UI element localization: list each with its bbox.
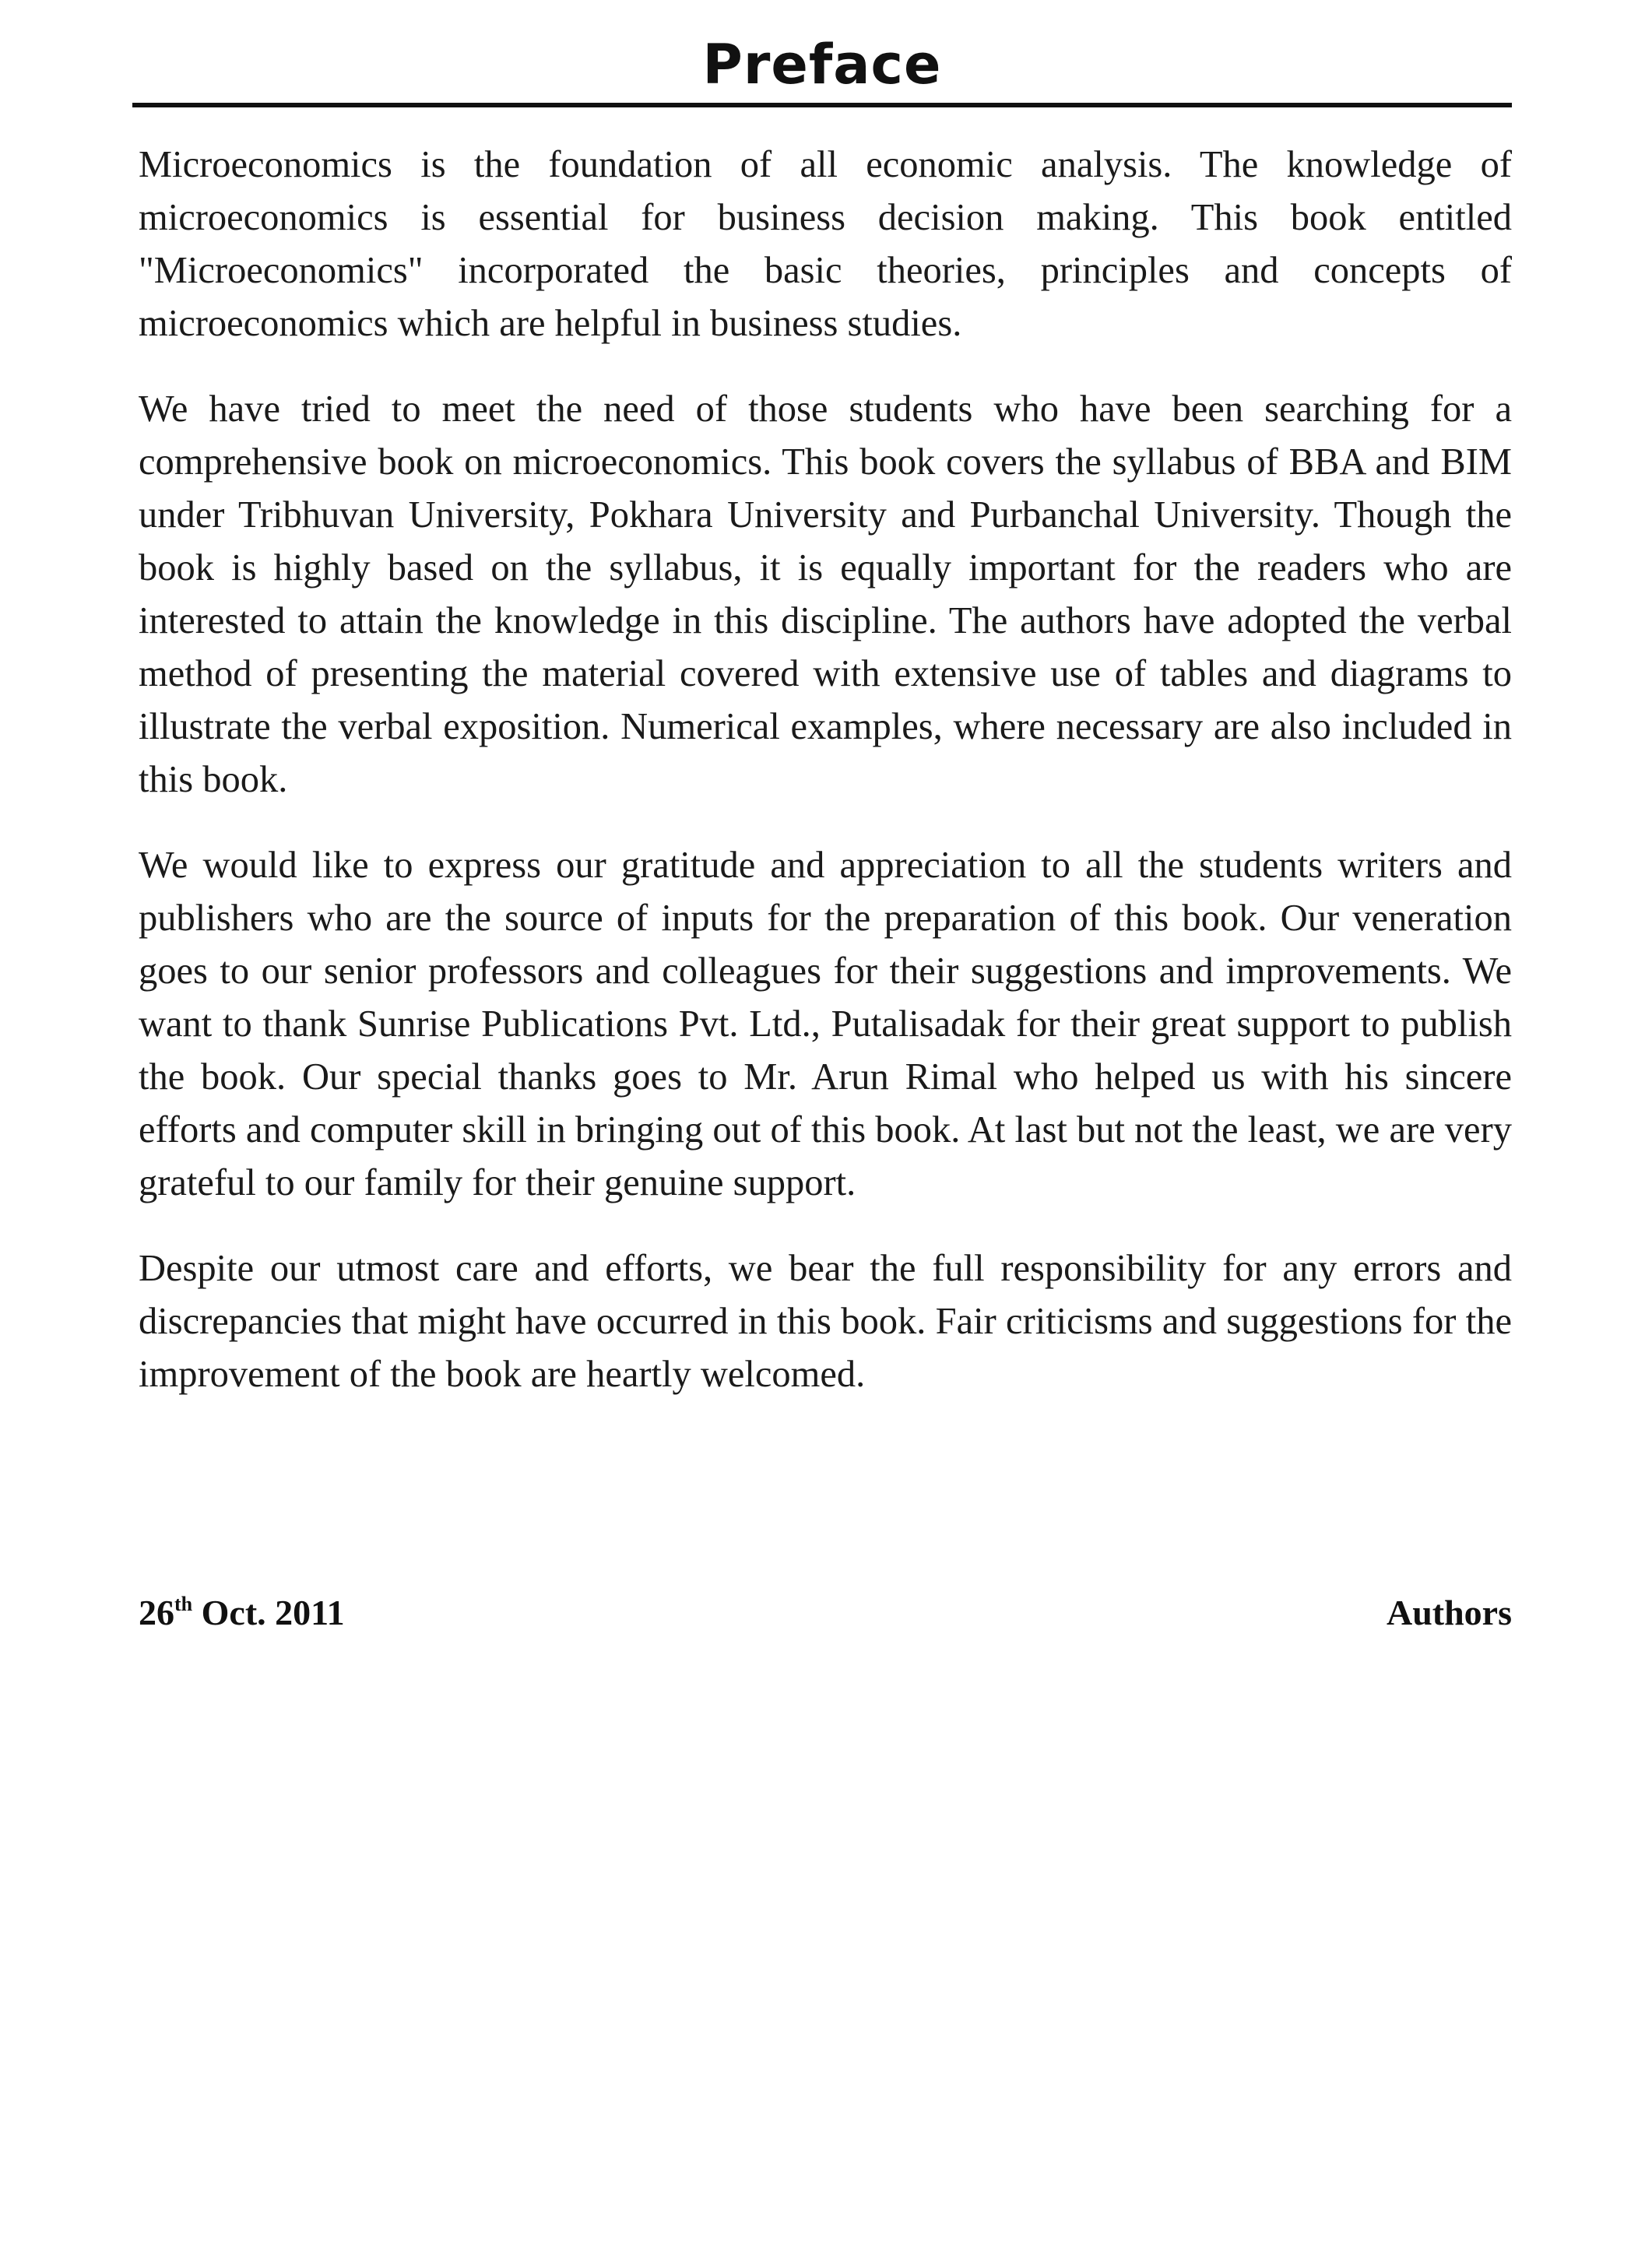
page-title: Preface xyxy=(702,33,942,97)
date xyxy=(139,1590,345,1636)
preface-body xyxy=(139,139,1512,1434)
signoff xyxy=(139,1590,1512,1636)
author-signature: Authors xyxy=(1386,1593,1512,1632)
date-day: 26 xyxy=(139,1593,174,1632)
paragraph-2: We have tried to meet the need of those students who have been searching for a comprehensive book on microeconomics. This book covers the syllabus of BBA and BIM under Tribhuvan University, Pokhara University and Purbanchal University. Though the book is highly based on the syllabus, it is equally important for the readers who are interested to attain the knowledge in this discipline. The authors have adopted the verbal method of presenting the material covered with extensive use of tables and diagrams to illustrate the verbal exposition. Numerical examples, where necessary are also included in this book. xyxy=(139,388,1512,800)
paragraph-4: Despite our utmost care and efforts, we bear the full responsibility for any errors and discrepancies that might have occurred in this book. Fair criticisms and suggestions for the improvement of the book are heartly welcomed. xyxy=(139,1248,1512,1395)
date-suffix: th xyxy=(174,1593,193,1615)
title-divider xyxy=(132,103,1512,107)
paragraph-1: Microeconomics is the foundation of all economic analysis. The knowledge of microeconomics is essential for business decision making. This book entitled "Microeconomics" incorporated the basic theories, principles and concepts of microeconomics which are helpful in business studies. xyxy=(139,144,1512,344)
paragraph-3: We would like to express our gratitude and appreciation to all the students writers and publishers who are the source of inputs for the preparation of this book. Our veneration goes to our senior professors and colleagues for their suggestions and improvements. We want to thank Sunrise Publications Pvt. Ltd., Putalisadak for their great support to publish the book. Our special thanks goes to Mr. Arun Rimal who helped us with his sincere efforts and computer skill in bringing out of this book. At last but not the least, we are very grateful to our family for their genuine support. xyxy=(139,845,1512,1203)
date-month-year: Oct. 2011 xyxy=(192,1593,345,1632)
